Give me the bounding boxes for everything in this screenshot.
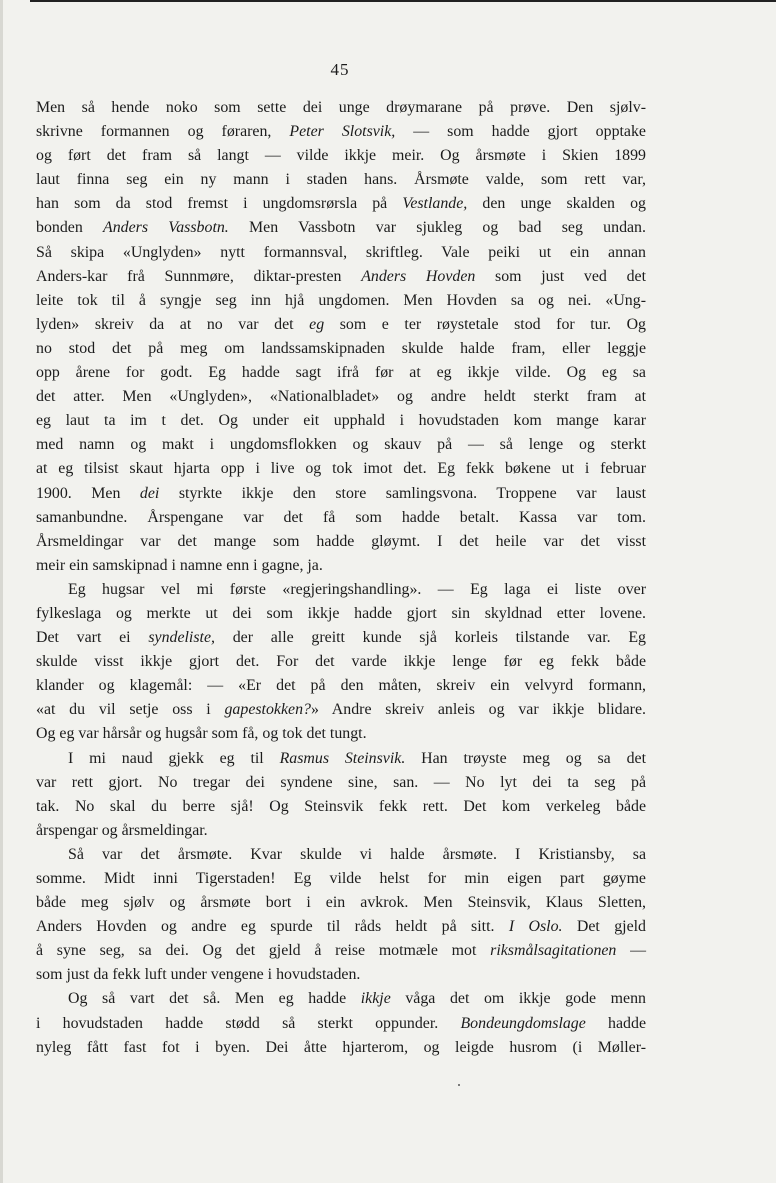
text-run: han som da stod fremst i ungdomsrørsla på [36, 195, 403, 213]
italic-name: Rasmus Steinsvik. [279, 749, 406, 767]
text-run: Det gjeld [562, 918, 646, 936]
text-line [36, 289, 646, 313]
text-run: Og eg var hårsår og hugsår som få, og tok det tungt. [36, 725, 367, 743]
text-run: at eg tilsist skaut hjarta opp i live og tok imot det. Eg fekk bøkene ut i februar [36, 460, 646, 478]
text-line [36, 915, 646, 939]
text-run: 1900. Men [36, 484, 140, 502]
text-run: «at du vil setje oss i [36, 701, 225, 719]
text-run: » Andre skreiv anleis og var ikkje blidare. [310, 701, 646, 719]
text-run: opp årene for godt. Eg hadde sagt ifrå før at eg ikkje vilde. Og eg sa [36, 364, 646, 382]
text-run: somme. Midt inni Tigerstaden! Eg vilde helst for min eigen part gøyme [36, 870, 646, 887]
text-run: var rett gjort. No tregar dei syndene sine, san. — No lyt dei ta seg på [36, 773, 646, 791]
text-line [36, 987, 646, 1011]
text-line [36, 650, 646, 674]
print-speck [458, 1084, 460, 1086]
text-run: både meg sjølv og årsmøte bort i ein avkrok. Men Steinsvik, Klaus Sletten, [36, 894, 646, 912]
text-run: Men så hende noko som sette dei unge drøymarane på prøve. Den sjølv- [36, 99, 646, 116]
text-line [36, 1012, 646, 1036]
text-line [36, 747, 646, 771]
text-line [36, 216, 646, 240]
text-line [36, 578, 646, 602]
text-run: tak. No skal du berre sjå! Og Steinsvik fekk rett. Det kom verkeleg både [36, 797, 646, 815]
text-run: meir ein samskipnad i namne enn i gagne, ja. [36, 556, 323, 574]
text-line [36, 482, 646, 506]
text-line [36, 891, 646, 915]
italic-name: Vestlande, [402, 195, 468, 213]
italic-name: Anders Hovden [361, 267, 476, 285]
text-run: styrkte ikkje den store samlingsvona. Troppene var laust [159, 484, 647, 502]
text-run: samanbundne. Årspengane var det få som hadde betalt. Kassa var tom. [36, 508, 646, 526]
italic-name: Peter Slotsvik, [289, 123, 396, 141]
italic-name: Anders Vassbotn. [103, 219, 229, 237]
italic-name: Bondeungdomslage [460, 1014, 586, 1032]
text-line [36, 144, 646, 168]
text-line [36, 96, 646, 120]
text-run: der alle greitt kunde sjå korleis tilstande var. Eg [214, 629, 646, 647]
text-run: nyleg fått fast fot i byen. Dei åtte hjarterom, og leigde husrom (i Møller- [36, 1038, 646, 1056]
text-line [36, 361, 646, 385]
text-line [36, 337, 646, 361]
body-text [36, 96, 646, 1060]
text-run: Anders-kar frå Sunnmøre, diktar-presten [36, 267, 362, 285]
text-run: Eg hugsar vel mi første «regjeringshandling». — Eg laga ei liste over [68, 580, 646, 598]
text-line [36, 1036, 646, 1060]
text-line [36, 626, 646, 650]
text-run: Men Vassbotn var sjukleg og bad seg undan. [228, 219, 646, 237]
scan-edge [0, 0, 3, 1183]
text-run: skulde visst ikkje gjort det. For det varde ikkje lenge før eg fekk både [36, 653, 646, 671]
text-run: eg laut ta im t det. Og under eit upphald i hovudstaden kom mange karar [36, 412, 646, 430]
text-run: i hovudstaden hadde stødd så sterkt oppunder. [36, 1014, 461, 1032]
italic-name: dei [139, 484, 160, 502]
text-run: årspengar og årsmeldingar. [36, 821, 208, 839]
text-line [36, 698, 646, 722]
text-run: som just ved det [475, 267, 646, 285]
text-run: no stod det på meg om landssamskipnaden skulde halde fram, eller leggje [36, 339, 646, 357]
text-line [36, 843, 646, 867]
text-run: hadde [585, 1014, 646, 1032]
italic-name: I Oslo. [508, 918, 563, 936]
text-run: den unge skalden og [467, 195, 647, 213]
text-line [36, 819, 646, 843]
text-run: skrivne formannen og føraren, [36, 123, 290, 141]
italic-name: ikkje [360, 990, 391, 1008]
text-line [36, 385, 646, 409]
italic-name: riksmålsagitationen [490, 942, 617, 960]
text-run: som e ter røystetale stod for tur. Og [324, 315, 646, 333]
text-run: Anders Hovden og andre eg spurde til råds heldt på sitt. [36, 918, 509, 936]
text-line [36, 795, 646, 819]
text-run: å syne seg, sa dei. Og det gjeld å reise motmæle mot [36, 942, 491, 960]
text-run: som just da fekk luft under vengene i hovudstaden. [36, 966, 361, 984]
text-line [36, 939, 646, 963]
text-line [36, 530, 646, 554]
text-run: Så var det årsmøte. Kvar skulde vi halde årsmøte. I Kristiansby, sa [68, 845, 646, 863]
text-line [36, 867, 646, 891]
text-line [36, 192, 646, 216]
italic-name: syndeliste, [148, 629, 215, 647]
text-run: bonden [36, 219, 104, 237]
text-run: Han trøyste meg og sa det [405, 749, 646, 767]
text-run: med namn og makt i ungdomsflokken og skauv på — så lenge og sterkt [36, 436, 646, 454]
text-line [36, 265, 646, 289]
text-run: — som hadde gjort opptake [395, 123, 646, 141]
text-line [36, 168, 646, 192]
text-line [36, 120, 646, 144]
text-run: laut finna seg ein ny mann i staden hans. Årsmøte valde, som rett var, [36, 171, 646, 189]
text-run: fylkeslaga og merkte ut dei som ikkje hadde gjort sin skyldnad etter lovene. [36, 604, 646, 622]
page-number: 45 [330, 60, 350, 79]
text-line [36, 457, 646, 481]
text-run: klander og klagemål: — «Er det på den måten, skreiv ein velvyrd formann, [36, 677, 646, 695]
text-run: I mi naud gjekk eg til [68, 749, 280, 767]
text-run: leite tok til å syngje seg inn hjå ungdomen. Men Hovden sa og nei. «Ung- [36, 291, 646, 309]
text-run: lyden» skreiv da at no var det [36, 315, 310, 333]
text-run: Det vart ei [36, 629, 149, 647]
text-run: våga det om ikkje gode menn [390, 990, 646, 1008]
text-line [36, 674, 646, 698]
text-run: Årsmeldingar var det mange som hadde gløymt. I det heile var det visst [36, 532, 646, 550]
italic-name: gapestokken? [224, 701, 311, 719]
text-line [36, 313, 646, 337]
text-run: det atter. Men «Unglyden», «Nationalbladet» og andre heldt sterkt fram at [36, 388, 646, 406]
text-run: Og så vart det så. Men eg hadde [68, 990, 361, 1008]
text-run: Så skipa «Unglyden» nytt formannsval, skriftleg. Vale peiki ut ein annan [36, 243, 646, 261]
text-run: — [616, 942, 647, 960]
text-line [36, 241, 646, 265]
text-line [36, 602, 646, 626]
top-rule [30, 0, 776, 2]
text-run: og ført det fram så langt — vilde ikkje meir. Og årsmøte i Skien 1899 [36, 147, 646, 165]
italic-name: eg [309, 315, 325, 333]
text-line [36, 433, 646, 457]
text-line [36, 506, 646, 530]
text-line [36, 771, 646, 795]
text-line [36, 963, 646, 987]
text-line [36, 554, 646, 578]
text-line [36, 722, 646, 746]
text-line [36, 409, 646, 433]
